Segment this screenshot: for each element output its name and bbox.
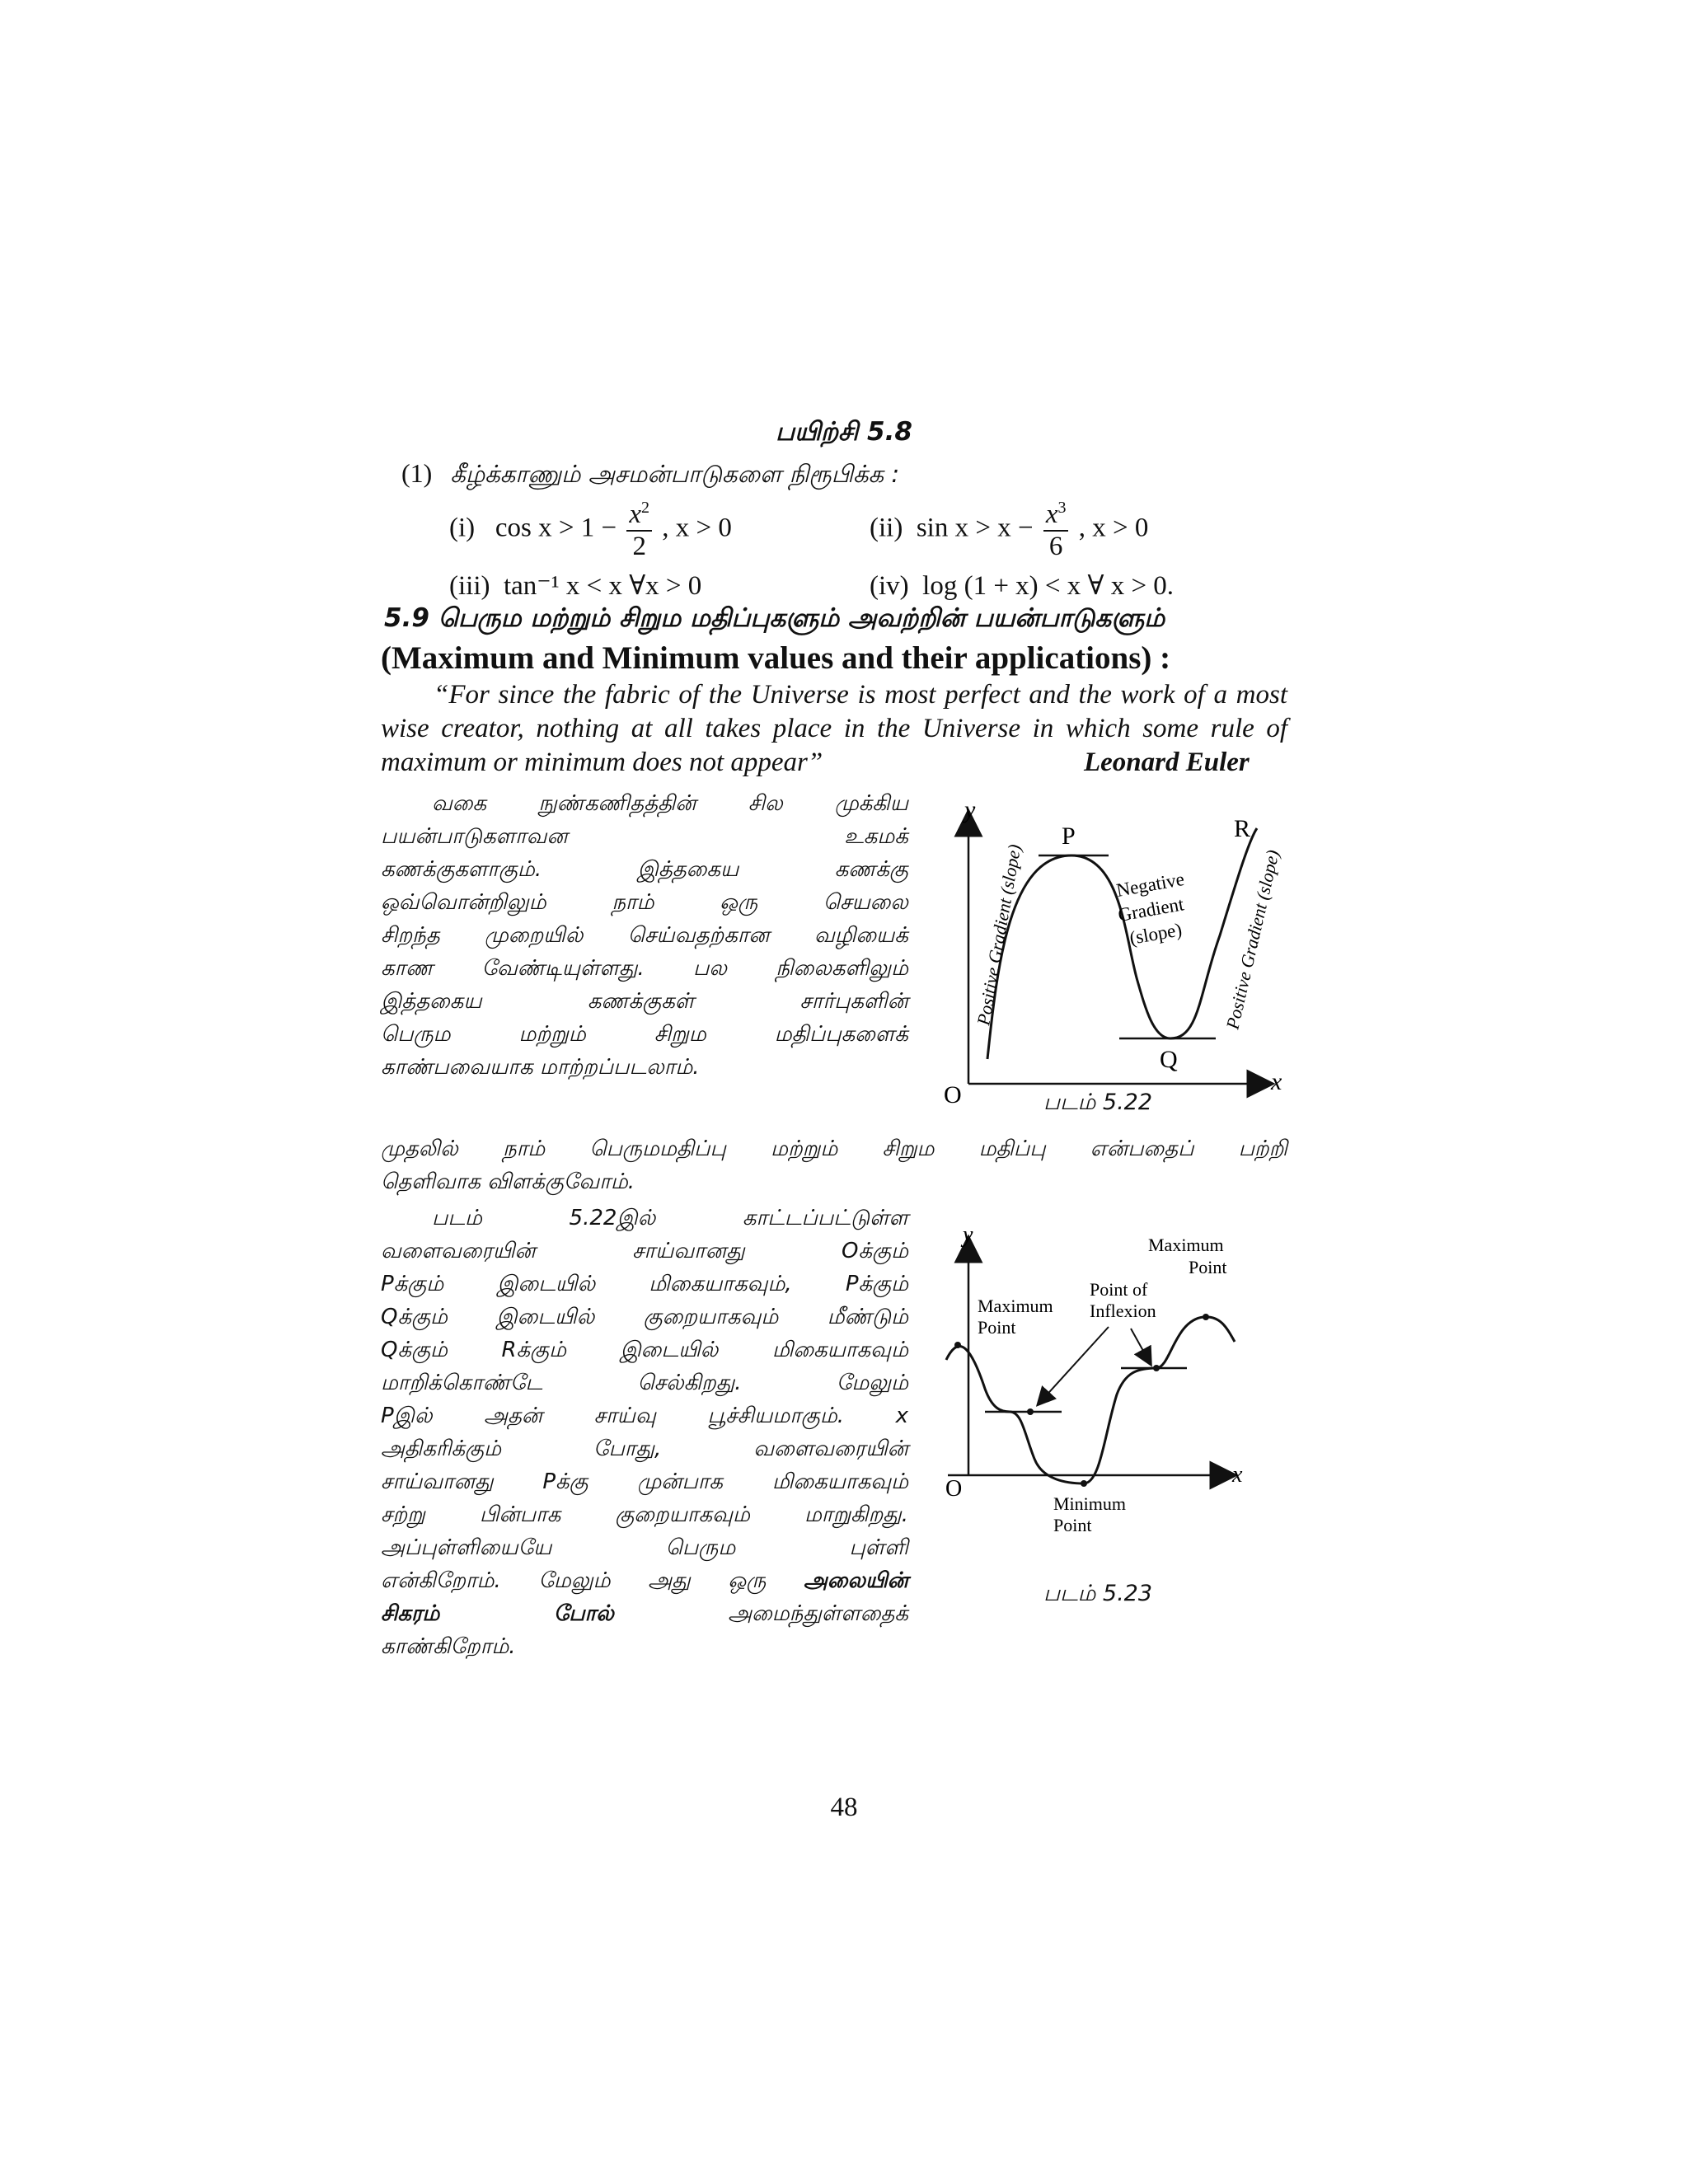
euler-quote: “For since the fabric of the Universe is most perfect and the work of a most wise creator, nothing at all takes place in the Universe in which some rule of maximum or minimum does not appear” xyxy=(381,680,1287,777)
figure-5-22-caption: படம் 5.22 xyxy=(1043,1090,1153,1115)
paragraph-1-continued: முதலில் நாம் பெருமமதிப்பு மற்றும் சிறும மதிப்பு என்பதைப் பற்றி தெளிவாக விளக்குவோம். xyxy=(381,1137,1287,1194)
section-title-english: (Maximum and Minimum values and their applications) : xyxy=(381,640,1171,676)
inflexion-arrow-left xyxy=(1043,1327,1109,1399)
negative-gradient-label-2: Gradient xyxy=(1116,893,1186,926)
fraction: $\frac{x^3}{6}$ xyxy=(1043,499,1069,560)
inequality-i: (i) cos x > 1 − $\frac{x^2}{2}$ , x > 0 xyxy=(449,499,732,561)
point-P-label: P xyxy=(1062,823,1076,850)
max-right-label-1: Maximum xyxy=(1148,1235,1224,1255)
inflexion-label-2: Inflexion xyxy=(1090,1301,1156,1321)
x-axis-label: x xyxy=(1271,1068,1282,1095)
max-point-right-dot xyxy=(1203,1314,1209,1320)
paragraph-1: வகை நுண்கணிதத்தின் சில முக்கிய பயன்பாடுகளாவன உகமக் கணக்குகளாகும். இத்தகைய கணக்கு ஒவ்வொன்றிலும் நாம் ஒரு செயலை சிறந்த முறையில் செய்வதற்கான வழியைக் காண வேண்டியுள்ளது. பல நிலைகளிலும் இத்தகைய கணக்குகள் சார்புகளின் பெரும மற்றும் சிறும மதிப்புகளைக் காண்பவையாக மாற்றப்படலாம். xyxy=(381,791,908,1080)
figure-5-23-caption: படம் 5.23 xyxy=(1043,1581,1153,1606)
max-point-left-dot xyxy=(954,1342,961,1348)
exercise-title: பயிற்சி 5.8 xyxy=(776,417,912,447)
inflexion-right-dot xyxy=(1153,1365,1160,1371)
min-point-dot xyxy=(1081,1480,1087,1487)
page-number: 48 xyxy=(830,1793,858,1822)
quote-author: Leonard Euler xyxy=(1084,748,1250,777)
question-text: கீழ்க்காணும் அசமன்பாடுகளை நிரூபிக்க : xyxy=(450,460,900,488)
fraction: $\frac{x^2}{2}$ xyxy=(626,499,652,560)
paragraph-2-line-13: சிகரம் போல் அமைந்துள்ளதைக் xyxy=(381,1601,908,1626)
inflexion-label-1: Point of xyxy=(1090,1279,1148,1300)
inflexion-arrow-right xyxy=(1131,1329,1147,1358)
point-Q-label: Q xyxy=(1160,1046,1178,1073)
figure-5-23 xyxy=(923,1212,1269,1541)
question-number: (1) xyxy=(401,458,433,488)
paragraph-2-line-12: என்கிறோம். மேலும் அது ஒரு அலையின் xyxy=(381,1568,908,1593)
inequality-ii: (ii) sin x > x − $\frac{x^3}{6}$ , x > 0 xyxy=(870,499,1149,561)
max-left-label-2: Point xyxy=(978,1317,1016,1338)
x-axis-label: x xyxy=(1232,1462,1243,1488)
point-R-label: R xyxy=(1234,815,1251,842)
figure-5-22 xyxy=(915,791,1302,1121)
min-label-2: Point xyxy=(1053,1515,1092,1535)
curve xyxy=(987,828,1257,1059)
curve xyxy=(946,1317,1235,1483)
negative-gradient-label-3: (slope) xyxy=(1128,919,1184,949)
origin-label: O xyxy=(945,1476,963,1502)
inequality-iii: (iii) tan⁻¹ x < x ∀x > 0 xyxy=(449,571,702,601)
inequality-iv: (iv) log (1 + x) < x ∀ x > 0. xyxy=(870,571,1175,601)
positive-gradient-left-label: Positive Gradient (slope) xyxy=(973,842,1025,1027)
max-left-label-1: Maximum xyxy=(978,1296,1053,1316)
y-axis-label: y xyxy=(963,1222,973,1248)
inflexion-left-dot xyxy=(1027,1408,1034,1415)
positive-gradient-right-label: Positive Gradient (slope) xyxy=(1221,847,1283,1032)
negative-gradient-label-1: Negative xyxy=(1114,868,1186,901)
section-title-tamil: 5.9 பெரும மற்றும் சிறும மதிப்புகளும் அவற்றின் பயன்பாடுகளும் xyxy=(384,603,1165,633)
paragraph-2: படம் 5.22இல் காட்டப்பட்டுள்ள வளைவரையின் சாய்வானது Oக்கும் Pக்கும் இடையில் மிகையாகவும், Pக்கும் Qக்கும் இடையில் குறையாகவும் மீண்டும் Qக்கும் Rக்கும் இடையில் மிகையாகவும் மாறிக்கொண்டே செல்கிறது. மேலும் Pஇல் அதன் சாய்வு பூச்சியமாகும். x அதிகரிக்கும் போது, வளைவரையின் சாய்வானது Pக்கு முன்பாக மிகையாகவும் சற்று பின்பாக குறையாகவும் மாறுகிறது. அப்புள்ளியையே பெரும புள்ளி என்கிறோம். மேலும் அது ஒரு அலையின் சிகரம் போல் அமைந்துள்ளதைக் காண்கிறோம். xyxy=(381,1206,908,1659)
question-line xyxy=(401,458,899,491)
y-axis-label: y xyxy=(964,796,976,823)
max-right-label-2: Point xyxy=(1189,1257,1227,1277)
min-label-1: Minimum xyxy=(1053,1493,1127,1514)
origin-label: O xyxy=(944,1081,962,1108)
